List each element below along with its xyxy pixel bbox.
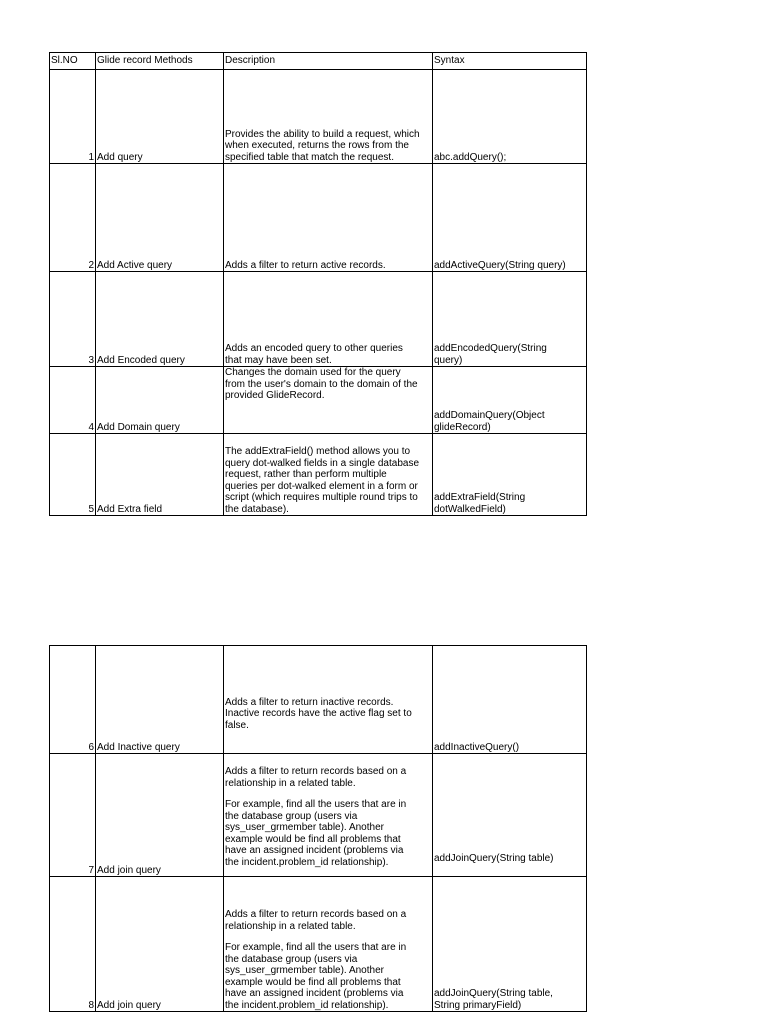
header-description: Description <box>224 53 433 70</box>
header-sl-no: Sl.NO <box>50 53 96 70</box>
header-row <box>50 53 587 70</box>
table-row <box>50 754 587 877</box>
table-row <box>50 367 587 434</box>
header-syntax: Syntax <box>433 53 587 70</box>
row-number: 8 <box>50 877 96 1012</box>
method-name: Add Domain query <box>96 367 224 434</box>
method-syntax: addEncodedQuery(String query) <box>433 272 587 367</box>
method-name: Add Inactive query <box>96 646 224 754</box>
glide-methods-table-1 <box>49 52 587 516</box>
method-syntax: addJoinQuery(String table) <box>433 754 587 877</box>
method-description: Changes the domain used for the query from the user's domain to the domain of the provided GlideRecord. <box>224 367 433 434</box>
row-number: 1 <box>50 70 96 164</box>
method-description: Provides the ability to build a request, which when executed, returns the rows from the specified table that match the request. <box>224 70 433 164</box>
method-description: Adds a filter to return active records. <box>224 164 433 272</box>
table-row <box>50 877 587 1012</box>
table-row <box>50 434 587 516</box>
method-syntax: addExtraField(String dotWalkedField) <box>433 434 587 516</box>
header-method: Glide record Methods <box>96 53 224 70</box>
method-name: Add Encoded query <box>96 272 224 367</box>
method-syntax: addActiveQuery(String query) <box>433 164 587 272</box>
method-description: The addExtraField() method allows you to query dot-walked fields in a single database request, rather than perform multiple queries per dot-walked element in a form or script (which requires multiple round trips to the database). <box>224 434 433 516</box>
table-row <box>50 272 587 367</box>
method-syntax: addJoinQuery(String table, String primaryField) <box>433 877 587 1012</box>
row-number: 3 <box>50 272 96 367</box>
method-description: Adds a filter to return records based on a relationship in a related table. For example, find all the users that are in the database group (users via sys_user_grmember table). Another example would be find all problems that have an assigned incident (problems via the incident.problem_id relationship). <box>224 754 433 877</box>
method-syntax: addInactiveQuery() <box>433 646 587 754</box>
glide-methods-table-2 <box>49 645 587 1012</box>
table-row <box>50 646 587 754</box>
method-description: Adds a filter to return inactive records. Inactive records have the active flag set to false. <box>224 646 433 754</box>
method-description: Adds an encoded query to other queries that may have been set. <box>224 272 433 367</box>
table-row <box>50 164 587 272</box>
row-number: 6 <box>50 646 96 754</box>
method-name: Add Active query <box>96 164 224 272</box>
method-name: Add Extra field <box>96 434 224 516</box>
row-number: 4 <box>50 367 96 434</box>
method-name: Add join query <box>96 754 224 877</box>
method-syntax: abc.addQuery(); <box>433 70 587 164</box>
method-name: Add query <box>96 70 224 164</box>
row-number: 2 <box>50 164 96 272</box>
method-name: Add join query <box>96 877 224 1012</box>
method-description: Adds a filter to return records based on a relationship in a related table. For example, find all the users that are in the database group (users via sys_user_grmember table). Another example would be find all problems that have an assigned incident (problems via the incident.problem_id relationship). <box>224 877 433 1012</box>
row-number: 5 <box>50 434 96 516</box>
table-row <box>50 70 587 164</box>
method-syntax: addDomainQuery(Object glideRecord) <box>433 367 587 434</box>
row-number: 7 <box>50 754 96 877</box>
